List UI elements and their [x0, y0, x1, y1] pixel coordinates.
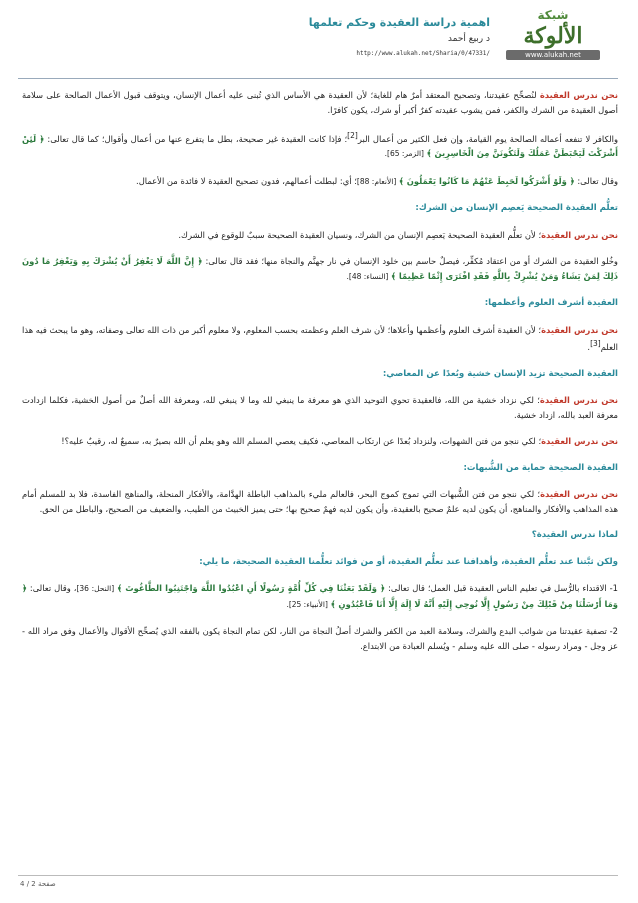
- paragraph-1: [22, 88, 618, 117]
- paragraph-11: [22, 624, 618, 653]
- verse-reference: [الزمر: 65].: [384, 149, 424, 159]
- paragraph-text: ، وقال تعالى:: [26, 583, 77, 594]
- title-block: [190, 16, 490, 57]
- quran-quote: ﴿ وَمَا أَرْسَلْنَا مِنْ قَبْلِكَ مِنْ رَسُولٍ إِلَّا نُوحِي إِلَيْهِ أَنَّهُ لَا إِلَهَ إِلَّا أَنَا فَاعْبُدُونِ ﴾: [22, 583, 618, 609]
- document-author: د ربيع أحمد: [447, 34, 490, 44]
- alukah-logo: [506, 8, 600, 70]
- paragraph-text: ؛ أي: لبطلت أعمالهم، فدون تصحيح العقيدة لا فائدة من الأعمال.: [136, 175, 357, 186]
- lead-phrase: نحن ندرس العقيدة: [541, 324, 618, 335]
- page-header: [60, 8, 600, 78]
- logo-url: www.alukah.net: [506, 50, 600, 60]
- footnote-ref[interactable]: [2]: [347, 131, 358, 140]
- quran-quote: ﴿ وَلَقَدْ بَعَثْنَا فِي كُلِّ أُمَّةٍ رَسُولًا أَنِ اعْبُدُوا اللَّهَ وَاجْتَنِبُوا الطَّاغُوتَ ﴾: [117, 583, 386, 594]
- paragraph-5: [22, 254, 618, 284]
- paragraph-9: [22, 487, 618, 516]
- paragraph-text: وخُلو العقيدة من الشرك أو من اعتقاد مُكفِّر، فيصلٌ حاسم بين خلود الإنسان في نار جهنَّم والنجاة منها؛ فقد قال تعالى:: [202, 256, 618, 267]
- paragraph-text: ؛ لأن العقيدة أشرف العلوم وأعظمها وأعلاها؛ لأن شرف العلم وعظمته بحسب المعلوم، ولا معلوم أكبر من ذات الله تعالى وصفاته، وهو ما يبحث فيه هذا العلم: [22, 324, 618, 353]
- paragraph-4: [22, 228, 618, 243]
- logo-brand-name: الألوكة: [523, 23, 583, 49]
- verse-reference: [الأنعام: 88]: [356, 176, 397, 186]
- paragraph-text: لنُصحِّح عقيدتنا، وتصحيح المعتقد أمرٌ هام للغاية؛ لأن العقيدة هي الأساس الذي تُبنى عليه أعمال الإنسان، ويتوقف قبول الأعمال الصالحة على سلامة أصول العقيدة من الشرك والكفر، فمن يشوب عقيدته كفرٌ أكبر أو شرك، يكون كافرًا.: [22, 90, 618, 115]
- paragraph-text: ؛ لكي ننجو من فتن الشُّبهات التي تموج كموج البحر، فالعالم مليء بالمذاهب الباطلة الهدَّامة، والأفكار المنحلة، والمناهج الفاسدة، فلا بد للمسلم أمام هذه المذاهب والأفكار والمناهج، أن يكون لديه علمٌ صحيح بالعقيدة، وأن يكون لديه فهمٌ صحيح بها؛ حتى يميز الخبيث من الطيب، والضعيف من الصحيح، والباطل من الحق.: [22, 489, 618, 514]
- paragraph-text: ؛ فإذا كانت العقيدة غير صحيحة، بطل ما يتفرع عنها من أعمال وأقوال؛ كما قال تعالى:: [44, 133, 348, 144]
- paragraph-10: [22, 581, 618, 612]
- paragraph-text: وقال تعالى:: [574, 175, 618, 186]
- paragraph-6: [22, 323, 618, 355]
- paragraph-7: [22, 393, 618, 422]
- logo-network-label: شبكة: [537, 8, 569, 22]
- quran-quote: ﴿ لَئِنْ أَشْرَكْتَ لَيَحْبَطَنَّ عَمَلُكَ وَلَتَكُونَنَّ مِنَ الْخَاسِرِينَ ﴾: [22, 133, 618, 159]
- paragraph-text: ؛ لكي ننجو من فتن الشهوات، ولنزداد بُعدًا عن ارتكاب المعاصي، فكيف يعصي المسلم الله وهو يعلم أن الله بصيرٌ به، سميعٌ له، رقيبٌ عليه؟!: [61, 436, 542, 447]
- article-body: [22, 88, 618, 665]
- paragraph-2: [22, 129, 618, 162]
- lead-phrase: نحن ندرس العقيدة: [539, 90, 618, 100]
- section-heading: العقيدة الصحيحة تزيد الإنسان خشية وبُعدًا عن المعاصي:: [382, 368, 618, 379]
- document-title: اهمية دراسة العقيدة وحكم تعلمها: [308, 16, 490, 29]
- lead-phrase: نحن ندرس العقيدة: [540, 489, 618, 500]
- paragraph-3: [22, 174, 618, 190]
- footnote-ref[interactable]: [3]: [590, 339, 601, 349]
- section-heading: تعلُّم العقيدة الصحيحة يَعصِم الإنسان من الشرك:: [415, 203, 618, 214]
- paragraph-text: 1- الاقتداء بالرُّسل في تعليم الناس العقيدة قبل العمل؛ قال تعالى:: [385, 583, 618, 594]
- paragraph-text: ؛ لأن تعلُّم العقيدة الصحيحة يَعصِم الإنسان من الشرك، ونسيان العقيدة الصحيحة سببٌ للوقوع في الشرك.: [178, 229, 542, 240]
- verse-reference: [النساء: 48].: [346, 271, 389, 281]
- footer-divider: [18, 875, 618, 876]
- paragraph-text: .: [587, 342, 591, 353]
- quran-quote: ﴿ وَلَوْ أَشْرَكُوا لَحَبِطَ عَنْهُمْ مَا كَانُوا يَعْمَلُونَ ﴾: [398, 175, 575, 186]
- paragraph-text: 2- تصفية عقيدتنا من شوائب البدع والشرك، وسلامة العبد من الكفر والشرك أصلُ النجاة من النار، لكن تمام النجاة يكون بالفقه الذي يُصحِّح الأقوال والأعمال وفق مراد الله - عز وجل - ومراد رسوله - صلى الله عليه وسلم - ويُسلم العبادة من الابتداع.: [22, 626, 618, 651]
- paragraph-text: ؛ لكي نزداد خشية من الله، فالعقيدة تحوي التوحيد الذي هو معرفة ما ينبغي لله وما لا ينبغي لله، ومعرفة الله أصلٌ من أصول الخشية، فكلما ازدادت معرفة العبد بالله، ازداد خشية.: [22, 395, 618, 420]
- section-heading: العقيدة أشرف العلوم وأعظمها:: [484, 298, 618, 309]
- page-number: صفحة 2 / 4: [20, 880, 56, 888]
- section-heading: لماذا ندرس العقيدة؟: [531, 530, 618, 541]
- header-divider: [18, 78, 618, 79]
- verse-reference: [الأنبياء: 25].: [286, 599, 328, 609]
- lead-phrase: نحن ندرس العقيدة: [541, 229, 618, 240]
- lead-phrase: نحن ندرس العقيدة: [541, 436, 618, 447]
- paragraph-text: والكافر لا تنفعه أعماله الصالحة يوم القيامة، وإن فعل الكثير من أعمال البر: [357, 133, 618, 144]
- section-heading: العقيدة الصحيحة حماية من الشُّبهات:: [463, 462, 618, 473]
- lead-phrase: نحن ندرس العقيدة: [539, 395, 618, 406]
- quran-quote: ﴿ إِنَّ اللَّهَ لَا يَغْفِرُ أَنْ يُشْرَكَ بِهِ وَيَغْفِرُ مَا دُونَ ذَلِكَ لِمَنْ يَشَاءُ وَمَنْ يُشْرِكْ بِاللَّهِ فَقَدِ افْتَرَى إِثْمًا عَظِيمًا ﴾: [22, 256, 618, 281]
- section-subheading: ولكن ثبَّتنا عند تعلُّم العقيدة، وأهدافنا عند تعلُّم العقيدة، أو من فوائد تعلُّمنا العقيدة الصحيحة، ما يلي:: [199, 556, 618, 567]
- paragraph-8: [22, 434, 618, 449]
- document-url[interactable]: http://www.alukah.net/Sharia/0/47331/: [356, 50, 490, 57]
- verse-reference: [النحل: 36]: [76, 584, 115, 594]
